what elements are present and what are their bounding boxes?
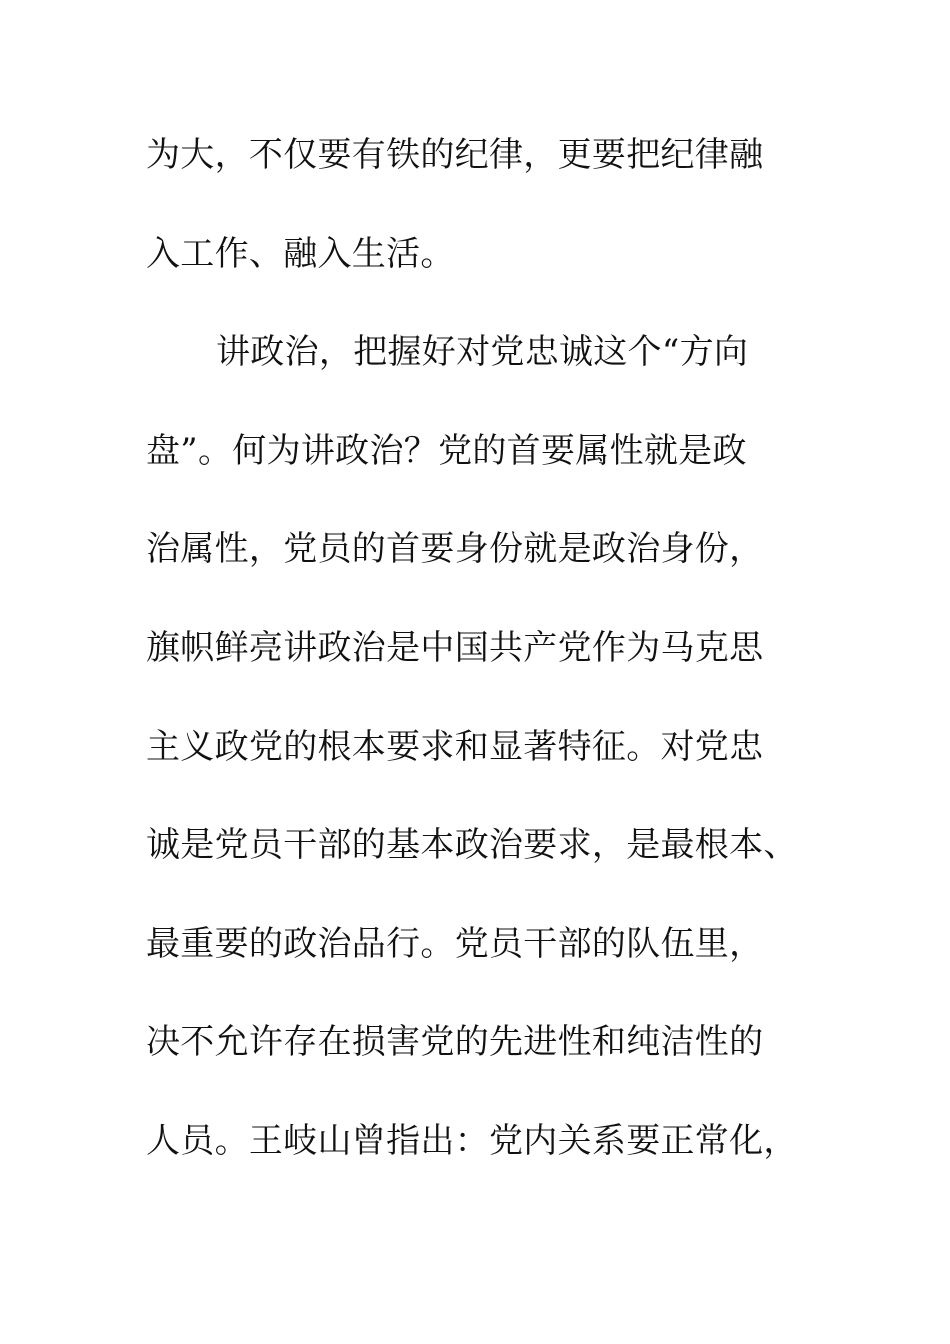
paragraph-start-line: 讲政治，把握好对党忠诚这个“方向 xyxy=(216,332,749,373)
text-line: 人员。王岐山曾指出：党内关系要正常化， xyxy=(146,1120,798,1161)
text-line: 为大，不仅要有铁的纪律，更要把纪律融 xyxy=(146,135,764,175)
text-line: 最重要的政治品行。党员干部的队伍里， xyxy=(146,923,764,964)
text-line: 主义政党的根本要求和显著特征。对党忠 xyxy=(146,726,764,767)
body-text xyxy=(146,125,846,1210)
text-line: 旗帜鲜亮讲政治是中国共产党作为马克思 xyxy=(146,627,764,668)
text-line: 诚是党员干部的基本政治要求，是最根本、 xyxy=(146,825,798,866)
text-line: 治属性，党员的首要身份就是政治身份， xyxy=(146,529,764,570)
text-line: 决不允许存在损害党的先进性和纯洁性的 xyxy=(146,1022,764,1063)
text-line: 入工作、融入生活。 xyxy=(146,233,455,274)
text-line: 盘”。何为讲政治？党的首要属性就是政 xyxy=(146,430,747,471)
